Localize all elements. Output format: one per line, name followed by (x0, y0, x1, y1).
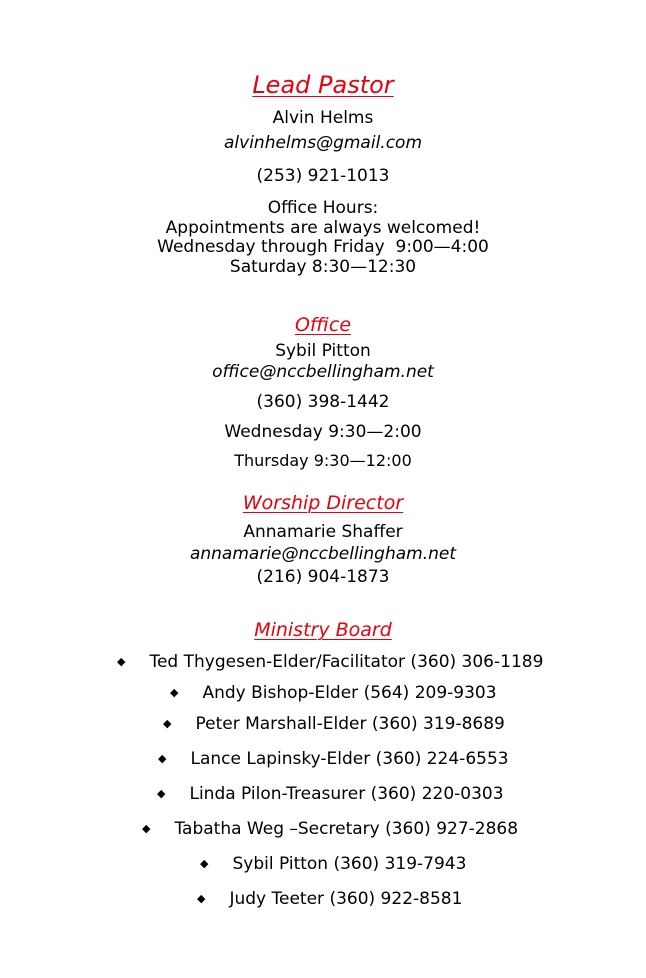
office-phone: (360) 398-1442 (256, 392, 390, 412)
board-member-text: Andy Bishop-Elder (564) 209-9303 (202, 683, 497, 703)
lead-pastor-heading: Lead Pastor (252, 71, 394, 99)
office-hours-title: Office Hours: (267, 198, 379, 218)
board-member-text: Sybil Pitton (360) 319-7943 (232, 854, 467, 874)
board-member-text: Judy Teeter (360) 922-8581 (229, 889, 463, 909)
diamond-bullet-icon: ◆ (200, 857, 209, 870)
worship-director-email[interactable]: annamarie@nccbellingham.net (189, 544, 457, 564)
board-member-item (163, 714, 505, 734)
board-member-item (170, 683, 497, 703)
board-member-item (117, 652, 543, 672)
board-member-text: Peter Marshall-Elder (360) 319-8689 (195, 714, 505, 734)
lead-pastor-phone: (253) 921-1013 (256, 166, 390, 186)
diamond-bullet-icon: ◆ (163, 717, 172, 730)
worship-director-phone: (216) 904-1873 (256, 567, 390, 587)
board-member-text: Ted Thygesen-Elder/Facilitator (360) 306-1189 (149, 652, 544, 672)
office-hours-thursday: Thursday 9:30—12:00 (234, 451, 412, 470)
office-heading: Office (294, 314, 352, 336)
office-hours-note: Appointments are always welcomed! (165, 218, 481, 238)
board-member-text: Lance Lapinsky-Elder (360) 224-6553 (190, 749, 509, 769)
diamond-bullet-icon: ◆ (157, 787, 166, 800)
board-member-text: Linda Pilon-Treasurer (360) 220-0303 (189, 784, 504, 804)
board-member-item (197, 889, 462, 909)
diamond-bullet-icon: ◆ (117, 655, 126, 668)
office-name: Sybil Pitton (275, 341, 371, 361)
office-hours-wednesday: Wednesday 9:30—2:00 (224, 422, 422, 442)
worship-director-name: Annamarie Shaffer (243, 522, 403, 542)
board-member-item (157, 784, 504, 804)
diamond-bullet-icon: ◆ (197, 892, 206, 905)
board-member-item (200, 854, 466, 874)
lead-pastor-email[interactable]: alvinhelms@gmail.com (224, 133, 422, 153)
office-hours-weekday: Wednesday through Friday 9:00—4:00 (157, 237, 489, 257)
board-member-item (158, 749, 509, 769)
worship-director-heading: Worship Director (242, 492, 404, 514)
board-member-text: Tabatha Weg –Secretary (360) 927-2868 (174, 819, 519, 839)
office-email[interactable]: office@nccbellingham.net (212, 362, 434, 382)
lead-pastor-name: Alvin Helms (272, 108, 374, 128)
diamond-bullet-icon: ◆ (170, 686, 179, 699)
diamond-bullet-icon: ◆ (158, 752, 167, 765)
board-member-item (142, 819, 518, 839)
office-hours-saturday: Saturday 8:30—12:30 (229, 257, 417, 277)
diamond-bullet-icon: ◆ (142, 822, 151, 835)
ministry-board-heading: Ministry Board (254, 619, 392, 641)
